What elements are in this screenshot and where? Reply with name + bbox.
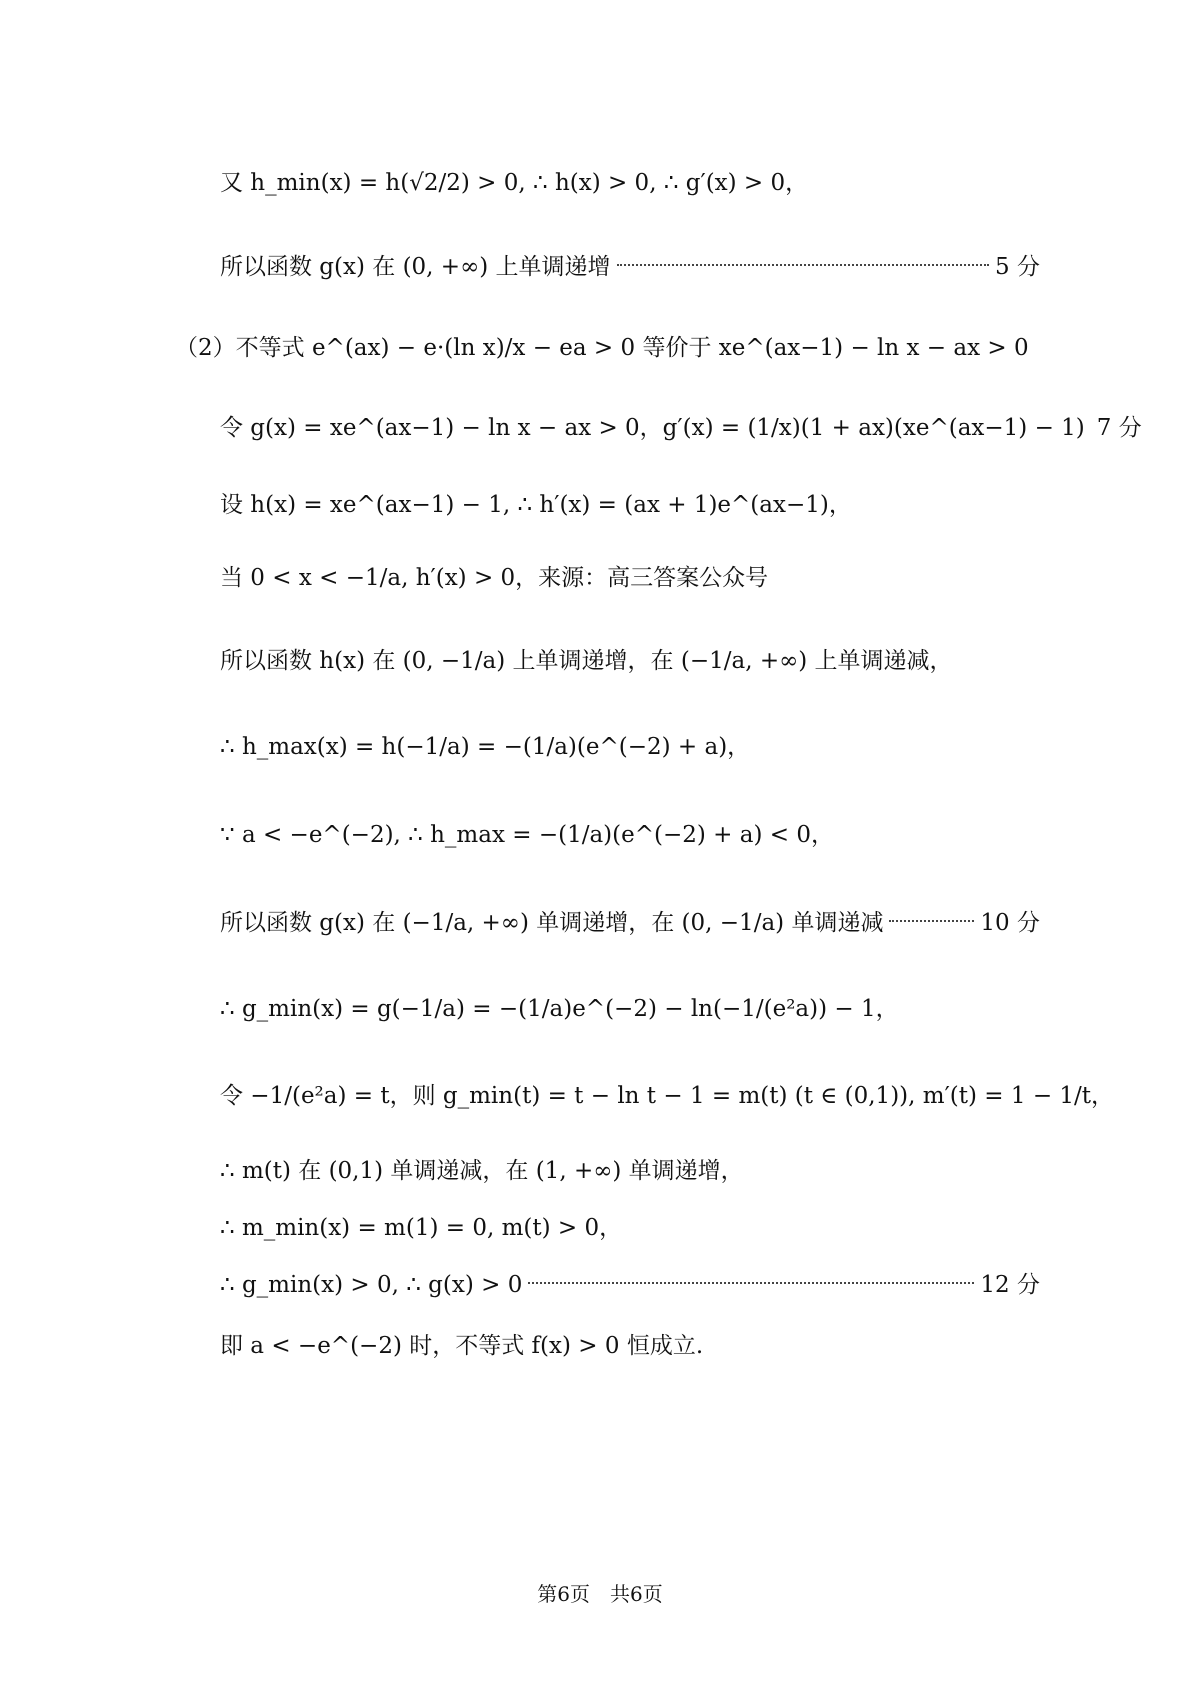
solution-line-16 <box>220 1333 1040 1361</box>
dot-leader <box>528 1282 974 1284</box>
line-text: 又 h_min(x) = h(√2/2) > 0, ∴ h(x) > 0, ∴ g′(x) > 0， <box>220 170 809 196</box>
dot-leader <box>889 920 974 922</box>
solution-line-15 <box>220 1272 1040 1300</box>
line-text: 令 −1/(e²a) = t，则 g_min(t) = t − ln t − 1 = m(t) (t ∈ (0,1)), m′(t) = 1 − 1/t， <box>220 1083 1115 1109</box>
solution-line-6 <box>220 565 1040 593</box>
solution-line-2 <box>220 254 1040 282</box>
line-text: 所以函数 g(x) 在 (−1/a, +∞) 单调递增，在 (0, −1/a) 单调递减 <box>220 910 884 936</box>
score-label: 10 分 <box>980 910 1040 936</box>
score-label: 12 分 <box>980 1272 1040 1298</box>
score-label: 5 分 <box>995 254 1040 280</box>
solution-line-7 <box>220 648 1040 676</box>
line-text: ∴ h_max(x) = h(−1/a) = −(1/a)(e^(−2) + a)， <box>220 734 751 760</box>
solution-line-13 <box>220 1158 1040 1186</box>
solution-line-8 <box>220 734 1040 762</box>
line-text: 即 a < −e^(−2) 时，不等式 f(x) > 0 恒成立. <box>220 1333 704 1359</box>
line-text: 设 h(x) = xe^(ax−1) − 1, ∴ h′(x) = (ax + 1)e^(ax−1)， <box>220 492 852 518</box>
dot-leader <box>617 264 990 266</box>
page-footer: 第6页 共6页 <box>537 1582 663 1606</box>
solution-line-11 <box>220 996 1040 1024</box>
line-text: 所以函数 g(x) 在 (0, +∞) 上单调递增 <box>220 254 611 280</box>
line-text: （2）不等式 e^(ax) − e·(ln x)/x − ea > 0 等价于 xe^(ax−1) − ln x − ax > 0 <box>175 335 1029 361</box>
line-text: 所以函数 h(x) 在 (0, −1/a) 上单调递增，在 (−1/a, +∞) 上单调递减， <box>220 648 953 674</box>
solution-line-12 <box>220 1083 1115 1111</box>
line-text: 令 g(x) = xe^(ax−1) − ln x − ax > 0，g′(x) = (1/x)(1 + ax)(xe^(ax−1) − 1) <box>220 415 1085 441</box>
solution-line-5 <box>220 492 1040 520</box>
solution-line-9 <box>220 822 1040 850</box>
solution-line-1 <box>220 170 1040 198</box>
line-text: ∴ g_min(x) > 0, ∴ g(x) > 0 <box>220 1272 523 1298</box>
line-text: ∴ g_min(x) = g(−1/a) = −(1/a)e^(−2) − ln(−1/(e²a)) − 1， <box>220 996 899 1022</box>
solution-line-3 <box>175 335 1040 363</box>
line-text: ∵ a < −e^(−2), ∴ h_max = −(1/a)(e^(−2) + a) < 0， <box>220 822 834 848</box>
line-text: 当 0 < x < −1/a, h′(x) > 0，来源：高三答案公众号 <box>220 565 769 591</box>
solution-line-14 <box>220 1215 1040 1243</box>
score-label: 7 分 <box>1096 415 1142 441</box>
solution-line-10 <box>220 910 1040 938</box>
line-text: ∴ m(t) 在 (0,1) 单调递减，在 (1, +∞) 单调递增， <box>220 1158 744 1184</box>
solution-line-4 <box>220 415 1142 443</box>
line-text: ∴ m_min(x) = m(1) = 0, m(t) > 0， <box>220 1215 623 1241</box>
